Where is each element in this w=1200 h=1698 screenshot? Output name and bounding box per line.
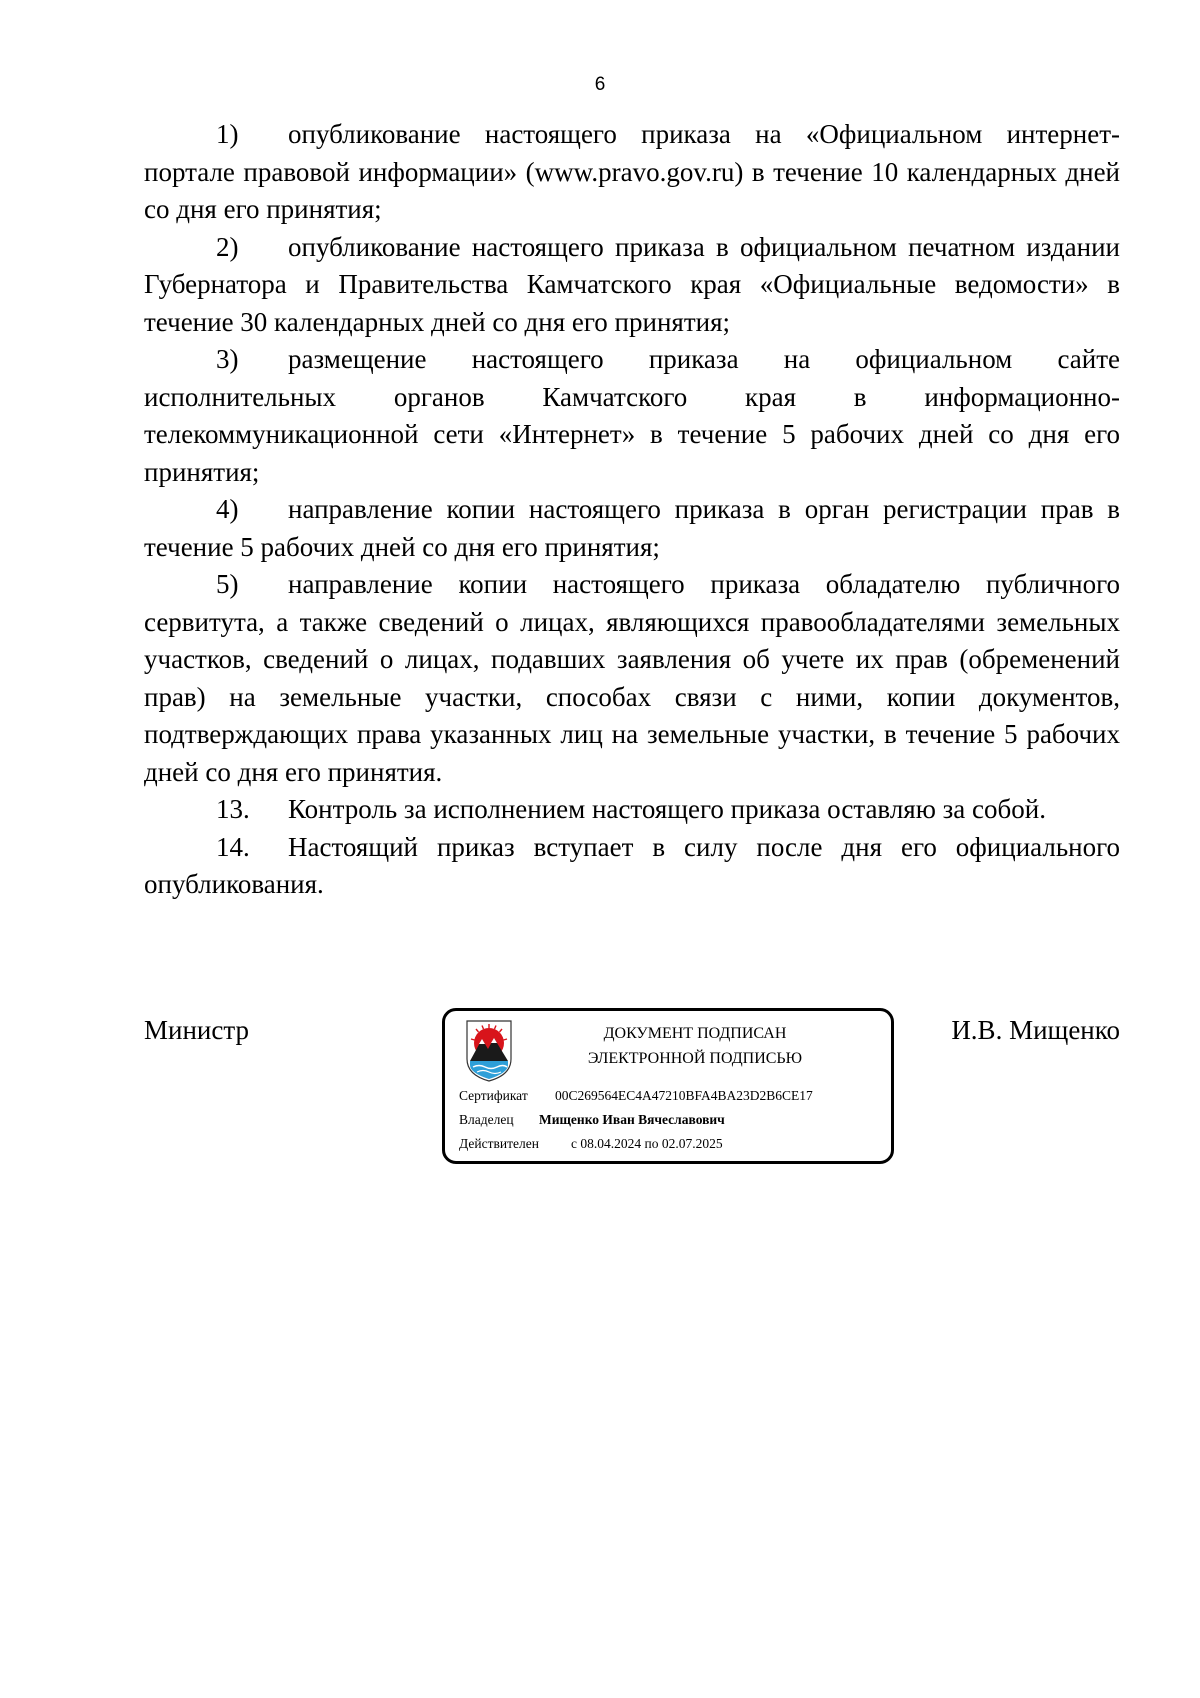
item-text: опубликование настоящего приказа в официальном печатном издании Губернатора и Правительства Камчатского края «Официальные ведомости» в течение 30 календарных дней со дня его принятия; [144, 231, 1120, 337]
electronic-signature-stamp [442, 1008, 894, 1164]
list-item [144, 791, 1120, 829]
certificate-label: Сертификат [459, 1088, 528, 1103]
item-number: 2) [216, 231, 239, 262]
item-number: 1) [216, 119, 239, 149]
item-number: 3) [216, 344, 239, 374]
item-text: Настоящий приказ вступает в силу после дня его официального опубликования. [144, 831, 1120, 899]
signer-name: И.В. Мищенко [951, 1015, 1120, 1045]
list-item [144, 491, 1120, 566]
stamp-title-line: ЭЛЕКТРОННОЙ ПОДПИСЬЮ [587, 1050, 803, 1067]
stamp-title-line: ДОКУМЕНТ ПОДПИСАН [603, 1025, 787, 1042]
validity-row [459, 1136, 723, 1152]
validity-value: с 08.04.2024 по 02.07.2025 [571, 1136, 723, 1151]
item-text: размещение настоящего приказа на официальном сайте исполнительных органов Камчатского края в информационно-телекоммуникационной сети «Интернет» в течение 5 рабочих дней со дня его принятия; [144, 344, 1120, 487]
item-number: 4) [216, 494, 239, 524]
item-number: 14. [216, 831, 250, 862]
list-item [144, 829, 1120, 904]
signature-block [144, 1012, 1120, 1172]
validity-label: Действителен [459, 1136, 539, 1151]
kamchatka-emblem-icon [463, 1019, 515, 1083]
certificate-row [459, 1088, 813, 1104]
list-item [144, 566, 1120, 791]
owner-label: Владелец [459, 1112, 514, 1127]
owner-row [459, 1112, 725, 1128]
owner-value: Мищенко Иван Вячеславович [539, 1112, 725, 1127]
list-item [144, 341, 1120, 491]
item-number: 5) [216, 569, 239, 599]
item-text: опубликование настоящего приказа на «Официальном интернет-портале правовой информации» (www.pravo.gov.ru) в течение 10 календарных дней со дня его принятия; [144, 119, 1120, 224]
item-number: 13. [216, 794, 250, 824]
page-number: 6 [594, 74, 606, 95]
stamp-title [535, 1021, 855, 1071]
item-text: направление копии настоящего приказа обладателю публичного сервитута, а также сведений о лицах, являющихся правообладателями земельных участков, сведений о лицах, подавших заявления об учете их прав (обременений прав) на земельные участки, способах связи с ними, копии документов, подтверждающих права указанных лиц на земельные участки, в течение 5 рабочих дней со дня его принятия. [144, 569, 1120, 787]
list-item [144, 229, 1120, 342]
item-text: направление копии настоящего приказа в орган регистрации прав в течение 5 рабочих дней со дня его принятия; [144, 494, 1120, 562]
list-item [144, 116, 1120, 229]
item-text: Контроль за исполнением настоящего приказа оставляю за собой. [288, 794, 1046, 824]
signer-position: Министр [144, 1015, 249, 1045]
document-body [144, 116, 1120, 904]
certificate-value: 00C269564EC4A47210BFA4BA23D2B6CE17 [555, 1088, 813, 1103]
